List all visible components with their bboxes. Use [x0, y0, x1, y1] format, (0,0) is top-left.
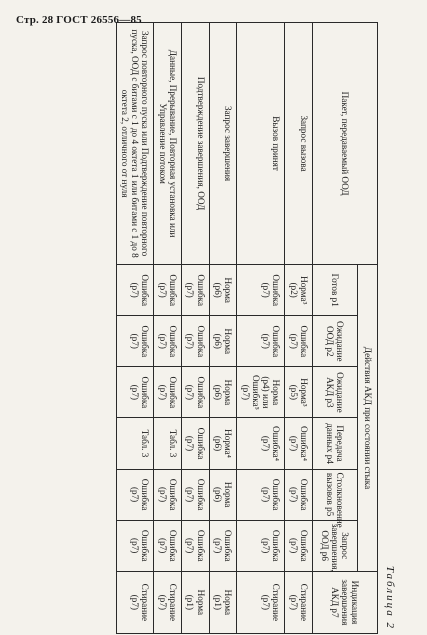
cell-next-state: (р7)	[288, 486, 299, 503]
cell-action: Ошибка	[195, 478, 206, 511]
group-header: Действия АКД при состоянии стыка	[358, 265, 378, 572]
cell-action: Ошибка	[168, 376, 179, 409]
cell-action: Стирание	[271, 583, 282, 622]
table-cell	[209, 469, 237, 520]
packet-column-header: Пакет, передаваемый ООД	[313, 23, 378, 265]
cell-next-state: (р7)	[261, 435, 272, 452]
cell-next-state: (р1)	[212, 594, 223, 611]
cell-next-state: (р7)	[185, 538, 196, 554]
cell-action: Норма	[223, 589, 234, 616]
table-row	[116, 23, 154, 634]
cell-action: Ошибка	[271, 274, 282, 307]
cell-action: Ошибка	[168, 325, 179, 358]
cell-action: Ошибка	[299, 325, 309, 358]
table-cell	[154, 469, 182, 520]
table-cell	[285, 520, 313, 571]
table-cell	[237, 571, 285, 633]
table-cell	[209, 367, 237, 418]
cell-next-state: (р6)	[212, 435, 223, 452]
cell-next-state: (р7)	[157, 384, 168, 401]
table-cell	[154, 367, 182, 418]
cell-next-state: (р7)	[185, 435, 196, 452]
cell-action: Стирание	[168, 583, 179, 622]
table-cell	[237, 265, 285, 316]
cell-next-state: (р7)	[288, 594, 299, 611]
table-cell	[285, 367, 313, 418]
state-header-p3: Ожидание АКД р3	[313, 367, 358, 418]
table-body	[116, 23, 312, 634]
cell-action: Норма	[271, 379, 282, 406]
cell-action: Ошибка	[140, 529, 151, 562]
packet-name: Запрос повторного пуска или Подтверждение повторного пуска, ООД с битами с 1 до 4 октета 1 или битами с 1 до 8 октета 2, отличного от нуля	[116, 23, 154, 265]
cell-next-state: (р7)	[185, 282, 196, 298]
cell-action: Ошибка	[140, 325, 151, 358]
cell-next-state: (р6)	[212, 384, 223, 401]
cell-action: Норма	[195, 589, 206, 616]
table-cell	[209, 418, 237, 469]
cell-next-state: (р7)	[130, 384, 141, 401]
table-cell	[209, 316, 237, 367]
cell-action: Ошибка	[168, 274, 179, 307]
packet-name: Подтверждение завершения, ООД	[182, 23, 210, 265]
table-cell	[154, 571, 182, 633]
cell-next-state: (р7)	[261, 333, 272, 349]
table-cell	[116, 316, 154, 367]
cell-action: Норма⁴	[223, 429, 234, 458]
cell-action: Ошибка	[140, 274, 151, 307]
table-row	[285, 23, 313, 634]
cell-next-state: (р6)	[212, 333, 223, 349]
cell-action: Ошибка	[271, 478, 282, 511]
table-cell	[116, 418, 154, 469]
table-cell	[285, 469, 313, 520]
state-table	[116, 22, 378, 634]
table-cell	[209, 571, 237, 633]
table-cell	[209, 520, 237, 571]
table-cell	[285, 571, 313, 633]
cell-action: Норма³	[299, 378, 309, 407]
cell-next-state: (р7)	[288, 538, 299, 554]
cell-next-state: (р7)	[261, 486, 272, 503]
cell-next-state: (р7)	[261, 594, 272, 611]
cell-action: Табл. 3	[140, 429, 151, 458]
table-cell	[182, 265, 210, 316]
state-header-p4: Передача данных р4	[313, 418, 358, 469]
state-header-p6: Запрос завершения, ООД р6	[313, 520, 358, 571]
packet-name: Вызов принят	[237, 23, 285, 265]
table-cell	[182, 571, 210, 633]
table-cell	[154, 316, 182, 367]
cell-action: Стирание	[140, 583, 151, 622]
table-row	[209, 23, 237, 634]
cell-next-state: (р7)	[130, 333, 141, 349]
cell-action: Ошибка	[271, 529, 282, 562]
cell-next-state: (р7)	[130, 594, 141, 611]
cell-action: Ошибка	[168, 478, 179, 511]
cell-action: Ошибка	[195, 427, 206, 460]
state-header-p2: Ожидание ООД р2	[313, 316, 358, 367]
cell-next-state: (р7)	[261, 538, 272, 554]
cell-next-state: (р7)	[261, 282, 272, 298]
table-cell	[237, 367, 285, 418]
cell-action: Ошибка⁴	[271, 426, 282, 461]
cell-action: Стирание	[299, 583, 309, 622]
table-cell	[116, 265, 154, 316]
cell-next-state: (р7)	[288, 333, 299, 349]
cell-action: Ошибка	[168, 529, 179, 562]
table-cell	[182, 418, 210, 469]
cell-action: Ошибка	[271, 325, 282, 358]
table-cell	[182, 316, 210, 367]
cell-action: Ошибка	[195, 376, 206, 409]
cell-next-state: (р7)	[130, 538, 141, 554]
table-cell	[285, 418, 313, 469]
cell-next-state: (р7)	[157, 282, 168, 298]
cell-next-state: (р7)	[157, 538, 168, 554]
table-cell	[237, 520, 285, 571]
packet-name: Запрос вызова	[285, 23, 313, 265]
cell-next-state: (р7)	[130, 282, 141, 298]
table-row	[154, 23, 182, 634]
table-cell	[182, 520, 210, 571]
table-cell	[237, 469, 285, 520]
table-caption: Таблица 2	[384, 565, 396, 630]
cell-action: Норма	[223, 277, 234, 303]
cell-next-state: (р7)	[157, 594, 168, 611]
table-cell	[237, 316, 285, 367]
table-cell	[209, 265, 237, 316]
table-cell	[116, 571, 154, 633]
cell-action: Ошибка	[299, 478, 309, 511]
cell-action: Ошибка	[140, 478, 151, 511]
indication-column-header: Индикация завершения АКД р7	[313, 571, 378, 633]
cell-next-state: (р7)	[157, 486, 168, 503]
table-cell	[154, 520, 182, 571]
cell-next-state: (р4) или Ошибка⁵ (р7)	[240, 374, 272, 410]
packet-name: Данные, Прерывание, Повторная установка или Управление потоком	[154, 23, 182, 265]
cell-action: Ошибка	[223, 529, 234, 562]
cell-next-state: (р6)	[212, 486, 223, 503]
cell-next-state: (р7)	[157, 333, 168, 349]
cell-next-state: (р7)	[212, 538, 223, 554]
cell-action: Ошибка⁴	[299, 426, 309, 461]
cell-action: Ошибка	[195, 274, 206, 307]
cell-next-state: (р7)	[130, 486, 141, 503]
state-header-p5: Столкновение вызовов р5	[313, 469, 358, 520]
table-cell	[154, 418, 182, 469]
cell-action: Норма	[223, 328, 234, 355]
table-cell	[116, 469, 154, 520]
table-row	[237, 23, 285, 634]
cell-next-state: (р7)	[185, 333, 196, 349]
cell-next-state: (р1)	[185, 594, 196, 611]
packet-name: Запрос завершения	[209, 23, 237, 265]
cell-next-state: (р2)	[288, 282, 299, 298]
table-cell	[182, 367, 210, 418]
cell-action: Табл. 3	[168, 429, 179, 458]
cell-action: Ошибка	[299, 529, 309, 562]
table-cell	[116, 367, 154, 418]
cell-action: Ошибка	[140, 376, 151, 409]
cell-next-state: (р7)	[288, 435, 299, 452]
table-cell	[285, 316, 313, 367]
table-cell	[182, 469, 210, 520]
cell-action: Ошибка	[195, 325, 206, 358]
rotated-table-block	[36, 22, 396, 634]
cell-action: Норма³	[299, 276, 309, 305]
cell-action: Ошибка	[195, 529, 206, 562]
cell-next-state: (р5)	[288, 384, 299, 401]
table-cell	[237, 418, 285, 469]
table-cell	[154, 265, 182, 316]
cell-next-state: (р7)	[185, 486, 196, 503]
cell-next-state: (р7)	[185, 384, 196, 401]
page-header: Стр. 28 ГОСТ 26556—85	[16, 14, 142, 26]
table-cell	[285, 265, 313, 316]
table-cell	[116, 520, 154, 571]
cell-action: Норма	[223, 481, 234, 508]
state-header-p1: Готов р1	[313, 265, 358, 316]
table-row	[182, 23, 210, 634]
cell-next-state: (р6)	[212, 282, 223, 298]
cell-action: Норма	[223, 379, 234, 406]
